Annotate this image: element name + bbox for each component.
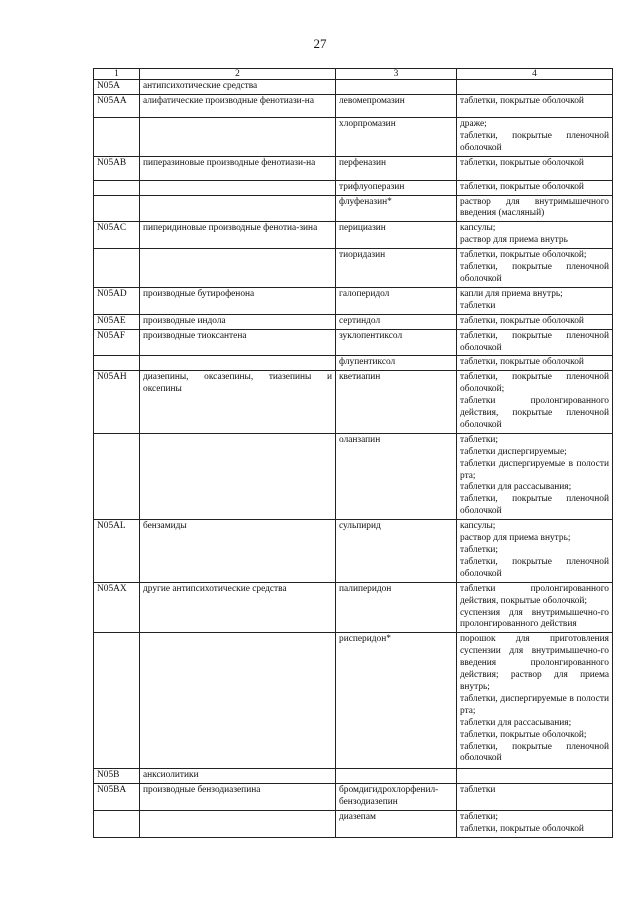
- table-row: [94, 117, 613, 156]
- table-header-row: [94, 69, 613, 80]
- dosage-form-line: таблетки диспергируемые;: [460, 446, 567, 457]
- dosage-forms-cell: [457, 329, 613, 356]
- dosage-forms-cell: [457, 784, 613, 811]
- group-name-cell: алифатические производные фенотиази-на: [140, 94, 336, 117]
- table-row: [94, 582, 613, 633]
- dosage-form-line: таблетки, покрытые оболочкой: [460, 181, 584, 192]
- group-name-cell: другие антипсихотические средства: [140, 582, 336, 633]
- table-row: [94, 314, 613, 329]
- atc-code-cell: N05AX: [94, 582, 140, 633]
- dosage-forms-cell: [457, 811, 613, 838]
- dosage-form-line: капли для приема внутрь;: [460, 288, 563, 299]
- group-name-cell: производные тиоксантена: [140, 329, 336, 356]
- drug-name-cell: бромдигидрохлорфенил-бензодиазепин: [336, 784, 457, 811]
- dosage-form-line: таблетки, покрытые пленочной оболочкой: [460, 262, 609, 284]
- group-name-cell: [140, 180, 336, 195]
- dosage-forms-cell: [457, 180, 613, 195]
- drug-name-cell: [336, 80, 457, 95]
- drug-name-cell: сертиндол: [336, 314, 457, 329]
- page-number: 27: [313, 36, 327, 51]
- group-name-cell: анксиолитики: [140, 769, 336, 784]
- dosage-forms-cell: [457, 520, 613, 583]
- group-name-cell: производные индола: [140, 314, 336, 329]
- dosage-form-line: таблетки, покрытые оболочкой: [460, 315, 584, 326]
- table-row: [94, 520, 613, 583]
- group-name-cell: антипсихотические средства: [140, 80, 336, 95]
- drug-name-cell: кветиапин: [336, 371, 457, 434]
- group-name-cell: [140, 117, 336, 156]
- table-row: [94, 633, 613, 769]
- drug-name-cell: флупентиксол: [336, 356, 457, 371]
- drug-name-cell: диазепам: [336, 811, 457, 838]
- dosage-forms-cell: [457, 371, 613, 434]
- dosage-form-line: таблетки, покрытые оболочкой: [460, 95, 584, 106]
- drug-name-cell: сульпирид: [336, 520, 457, 583]
- dosage-forms-cell: [457, 433, 613, 519]
- atc-code-cell: [94, 633, 140, 769]
- table-row: [94, 180, 613, 195]
- drug-name-cell: оланзапин: [336, 433, 457, 519]
- group-name-cell: [140, 356, 336, 371]
- dosage-forms-cell: [457, 94, 613, 117]
- drug-name-cell: хлорпромазин: [336, 117, 457, 156]
- drug-name-cell: левомепромазин: [336, 94, 457, 117]
- dosage-forms-cell: [457, 195, 613, 222]
- dosage-form-line: таблетки, покрытые оболочкой: [460, 157, 584, 168]
- drug-name-cell: галоперидол: [336, 287, 457, 314]
- atc-code-cell: N05AB: [94, 156, 140, 180]
- drug-name-cell: флуфеназин*: [336, 195, 457, 222]
- group-name-cell: производные бутирофенона: [140, 287, 336, 314]
- dosage-form-line: таблетки для рассасывания;: [460, 717, 572, 728]
- drug-name-cell: палиперидон: [336, 582, 457, 633]
- dosage-form-line: капсулы;: [460, 223, 496, 234]
- dosage-form-line: таблетки;: [460, 545, 499, 555]
- dosage-form-line: таблетки, покрытые пленочной оболочкой: [460, 494, 609, 517]
- dosage-form-line: драже;: [460, 118, 487, 129]
- dosage-form-line: таблетки;: [460, 434, 499, 445]
- table-row: [94, 769, 613, 784]
- column-header: 4: [457, 69, 613, 80]
- dosage-form-line: суспензия для внутримышечно-го пролонгированного действия: [460, 607, 609, 630]
- dosage-form-line: таблетки, покрытые оболочкой;: [460, 729, 587, 740]
- dosage-form-line: раствор для приема внутрь;: [460, 533, 571, 544]
- group-name-cell: [140, 433, 336, 519]
- dosage-forms-cell: [457, 249, 613, 288]
- table-row: [94, 356, 613, 371]
- dosage-forms-cell: [457, 582, 613, 633]
- group-name-cell: [140, 195, 336, 222]
- atc-code-cell: [94, 195, 140, 222]
- atc-code-cell: N05AC: [94, 222, 140, 249]
- atc-code-cell: N05BA: [94, 784, 140, 811]
- dosage-form-line: таблетки, покрытые пленочной оболочкой;: [460, 372, 609, 395]
- atc-code-cell: N05AA: [94, 94, 140, 117]
- dosage-forms-cell: [457, 287, 613, 314]
- dosage-form-line: таблетки;: [460, 812, 499, 823]
- table-row: [94, 329, 613, 356]
- dosage-forms-cell: [457, 356, 613, 371]
- atc-code-cell: N05AD: [94, 287, 140, 314]
- drug-name-cell: тиоридазин: [336, 249, 457, 288]
- dosage-form-line: таблетки пролонгированного действия, покрытые пленочной оболочкой: [460, 396, 609, 430]
- dosage-form-line: таблетки пролонгированного действия, покрытые оболочкой;: [460, 583, 609, 606]
- drug-name-cell: трифлуоперазин: [336, 180, 457, 195]
- dosage-forms-cell: [457, 769, 613, 784]
- atc-code-cell: N05AF: [94, 329, 140, 356]
- table-row: [94, 249, 613, 288]
- table-row: [94, 156, 613, 180]
- atc-code-cell: N05AE: [94, 314, 140, 329]
- dosage-form-line: таблетки, покрытые оболочкой: [460, 357, 584, 368]
- dosage-form-line: таблетки для рассасывания;: [460, 482, 572, 493]
- table-row: [94, 811, 613, 838]
- dosage-form-line: таблетки: [460, 785, 496, 796]
- atc-code-cell: [94, 356, 140, 371]
- atc-code-cell: N05AL: [94, 520, 140, 583]
- atc-code-cell: N05A: [94, 80, 140, 95]
- dosage-form-line: таблетки, покрытые оболочкой: [460, 823, 584, 834]
- dosage-form-line: таблетки: [460, 300, 496, 311]
- drug-name-cell: перфеназин: [336, 156, 457, 180]
- dosage-forms-cell: [457, 633, 613, 769]
- table-row: [94, 80, 613, 95]
- atc-code-cell: N05AH: [94, 371, 140, 434]
- group-name-cell: пиперидиновые производные фенотиа-зина: [140, 222, 336, 249]
- dosage-forms-cell: [457, 314, 613, 329]
- group-name-cell: [140, 249, 336, 288]
- table-row: [94, 784, 613, 811]
- drug-name-cell: зуклопентиксол: [336, 329, 457, 356]
- group-name-cell: диазепины, оксазепины, тиазепины и оксепины: [140, 371, 336, 434]
- dosage-form-line: порошок для приготовления суспензии для внутримышечно-го введения пролонгированного действия; раствор для приема внутрь;: [460, 634, 609, 692]
- group-name-cell: [140, 633, 336, 769]
- drug-name-cell: перициазин: [336, 222, 457, 249]
- drug-name-cell: рисперидон*: [336, 633, 457, 769]
- dosage-forms-cell: [457, 80, 613, 95]
- atc-code-cell: [94, 117, 140, 156]
- column-header: 2: [140, 69, 336, 80]
- atc-code-cell: [94, 433, 140, 519]
- dosage-form-line: таблетки, покрытые пленочной оболочкой: [460, 330, 609, 353]
- dosage-form-line: капсулы;: [460, 521, 496, 532]
- dosage-form-line: таблетки диспергируемые в полости рта;: [460, 458, 609, 481]
- table-row: [94, 287, 613, 314]
- drug-name-cell: [336, 769, 457, 784]
- dosage-form-line: таблетки, покрытые пленочной оболочкой: [460, 556, 609, 579]
- dosage-form-line: раствор для приема внутрь: [460, 235, 568, 246]
- table-row: [94, 222, 613, 249]
- dosage-forms-cell: [457, 222, 613, 249]
- atc-code-cell: N05B: [94, 769, 140, 784]
- dosage-form-line: таблетки, покрытые пленочной оболочкой: [460, 741, 609, 764]
- column-header: 1: [94, 69, 140, 80]
- table-row: [94, 433, 613, 519]
- group-name-cell: пиперазиновые производные фенотиази-на: [140, 156, 336, 180]
- dosage-form-line: таблетки, диспергируемые в полости рта;: [460, 693, 609, 716]
- dosage-forms-cell: [457, 117, 613, 156]
- atc-code-cell: [94, 180, 140, 195]
- column-header: 3: [336, 69, 457, 80]
- dosage-form-line: раствор для внутримышечного введения (масляный): [460, 196, 609, 219]
- drug-list-table: [93, 68, 613, 838]
- group-name-cell: производные бензодиазепина: [140, 784, 336, 811]
- table-row: [94, 94, 613, 117]
- table-row: [94, 371, 613, 434]
- dosage-form-line: таблетки, покрытые пленочной оболочкой: [460, 130, 609, 153]
- atc-code-cell: [94, 811, 140, 838]
- dosage-forms-cell: [457, 156, 613, 180]
- group-name-cell: бензамиды: [140, 520, 336, 583]
- table-row: [94, 195, 613, 222]
- atc-code-cell: [94, 249, 140, 288]
- dosage-form-line: таблетки, покрытые оболочкой;: [460, 250, 587, 261]
- group-name-cell: [140, 811, 336, 838]
